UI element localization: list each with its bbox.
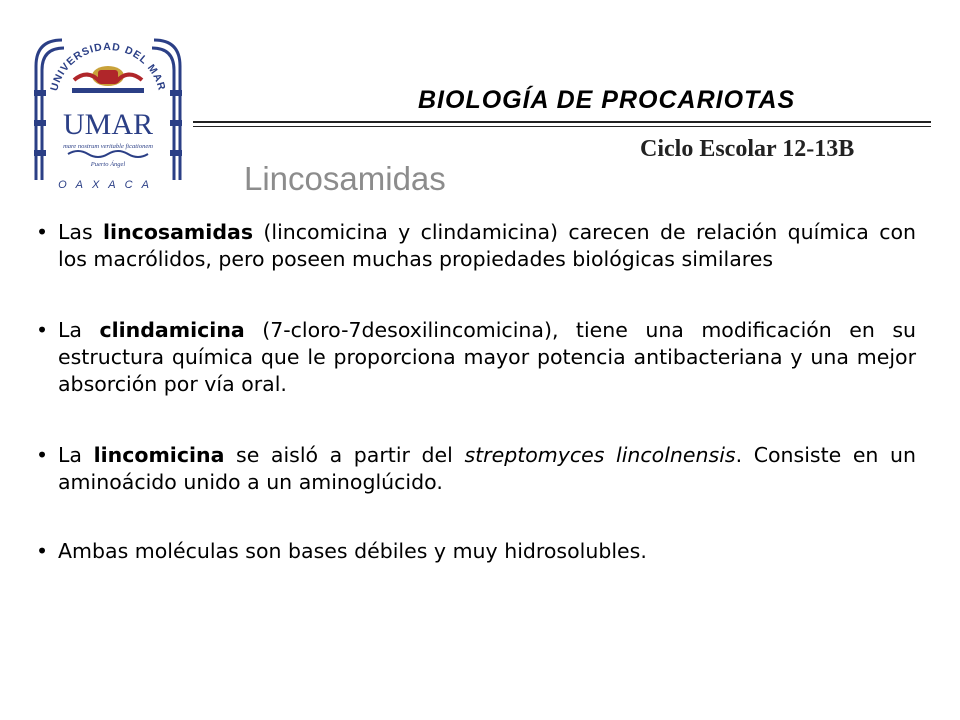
course-title: BIOLOGÍA DE PROCARIOTAS <box>418 86 796 114</box>
bullet-item <box>36 219 916 273</box>
bullet-text: La <box>58 443 94 467</box>
logo-motto: mare nostrum veritable ficationem <box>63 143 153 150</box>
bullet-species: streptomyces lincolnensis <box>464 443 736 467</box>
header-divider-thick <box>193 121 931 123</box>
bullet-item <box>36 317 916 398</box>
logo-monogram: UMAR <box>62 108 154 141</box>
bullet-item <box>36 442 916 496</box>
bullet-text: (lincomicina y clindamicina) carecen de relación química con los macrólidos, pero poseen muchas propiedades biológicas similares <box>58 220 916 271</box>
bullet-text: . Consiste en un aminoácido unido a un aminoglúcido. <box>58 443 916 494</box>
bullet-text: La <box>58 318 100 342</box>
bullet-term: clindamicina <box>99 318 245 342</box>
bullet-text: Ambas moléculas son bases débiles y muy hidrosolubles. <box>58 539 647 563</box>
bullet-text: (7-cloro-7desoxilincomicina), tiene una modificación en su estructura química que le proporciona mayor potencia antibacteriana y una mejor absorción por vía oral. <box>58 318 917 396</box>
bullet-text: se aisló a partir del <box>224 443 465 467</box>
crest-icon <box>72 66 144 93</box>
header-divider-thin <box>193 126 931 127</box>
slide-title: Lincosamidas <box>244 160 446 197</box>
university-logo <box>28 30 188 200</box>
logo-university-name: UNIVERSIDAD DEL MAR <box>48 40 168 93</box>
bullet-list <box>36 213 916 565</box>
bullet-item <box>36 538 916 565</box>
logo-state: OAXACA <box>58 179 158 191</box>
logo-location: Puerto Ángel <box>90 161 126 168</box>
school-year: Ciclo Escolar 12-13B <box>640 136 855 162</box>
bullet-term: lincomicina <box>93 443 225 467</box>
bullet-term: lincosamidas <box>103 220 254 244</box>
bullet-text: Las <box>58 220 104 244</box>
